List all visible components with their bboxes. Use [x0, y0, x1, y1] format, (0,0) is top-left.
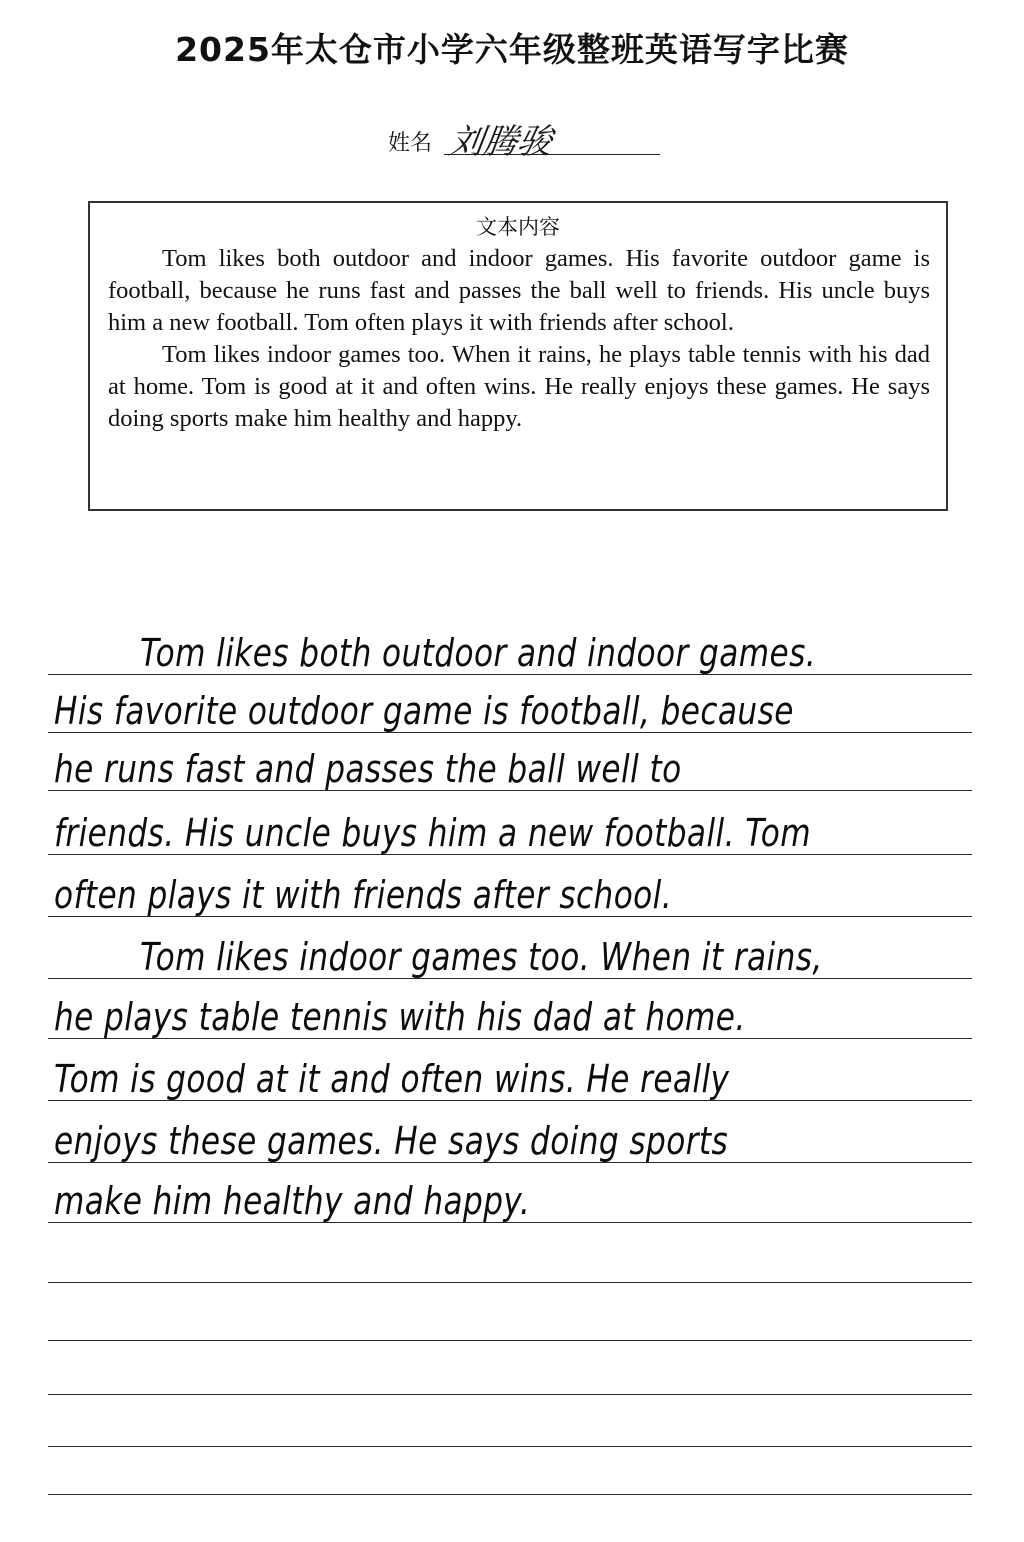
source-text-box — [88, 201, 948, 511]
handwritten-line: His favorite outdoor game is football, because — [54, 689, 794, 733]
source-paragraph-2: Tom likes indoor games too. When it rains, he plays table tennis with his dad at home. Tom is good at it and often wins. He really enjoys these games. He says doing sports make him healthy and happy. — [108, 341, 930, 432]
name-row — [388, 112, 668, 160]
writing-line — [48, 1104, 972, 1163]
handwritten-line: friends. His uncle buys him a new football. Tom — [54, 811, 812, 855]
writing-line — [48, 1436, 972, 1495]
name-underline — [444, 154, 660, 155]
writing-line — [48, 858, 972, 917]
handwritten-line: make him healthy and happy. — [54, 1179, 531, 1223]
writing-line — [48, 1042, 972, 1101]
writing-line — [48, 616, 972, 675]
handwritten-line: enjoys these games. He says doing sports — [54, 1119, 729, 1163]
name-handwritten-value: 刘腾骏 — [446, 122, 555, 162]
handwritten-line: Tom is good at it and often wins. He really — [54, 1057, 730, 1101]
handwriting-area — [48, 600, 974, 1520]
source-text-heading: 文本内容 — [476, 215, 560, 239]
source-paragraph-1: Tom likes both outdoor and indoor games. His favorite outdoor game is football, because he runs fast and passes the ball well to friends. His uncle buys him a new football. Tom often plays it with friends after school. — [108, 245, 930, 336]
handwritten-line: often plays it with friends after school. — [54, 873, 673, 917]
writing-line — [48, 796, 972, 855]
source-text-body — [108, 243, 930, 435]
writing-line — [48, 1336, 972, 1395]
handwritten-line: he plays table tennis with his dad at home. — [54, 995, 746, 1039]
handwritten-line: Tom likes both outdoor and indoor games. — [140, 631, 817, 675]
name-label: 姓名 — [388, 131, 433, 156]
writing-line — [48, 732, 972, 791]
writing-line — [48, 980, 972, 1039]
writing-line — [48, 674, 972, 733]
page-title: 2025年太仓市小学六年级整班英语写字比赛 — [175, 30, 849, 69]
writing-line — [48, 920, 972, 979]
writing-line — [48, 1282, 972, 1341]
handwritten-line: he runs fast and passes the ball well to — [54, 747, 682, 791]
handwritten-line: Tom likes indoor games too. When it rains, — [140, 935, 823, 979]
writing-line — [48, 1164, 972, 1223]
writing-line — [48, 1224, 972, 1283]
